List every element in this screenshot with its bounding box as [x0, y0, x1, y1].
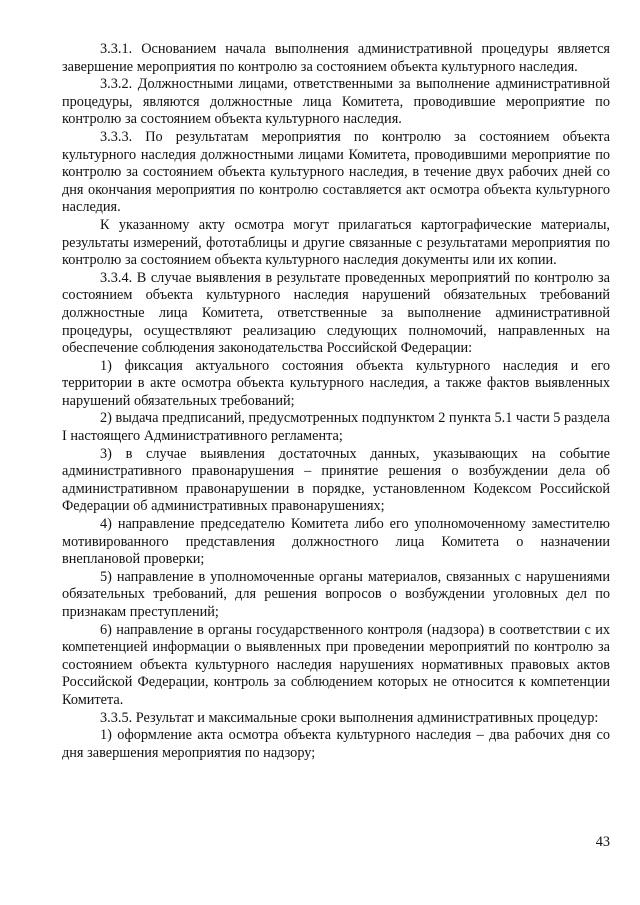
paragraph-3-3-4: 3.3.4. В случае выявления в результате проведенных мероприятий по контролю за состоянием объекта культурного наследия нарушений обязательных требований должностные лица Комитета, ответственные за выполнение административной процедуры, осуществляют реализацию следующих полномочий, направленных на обеспечение соблюдения законодательства Российской Федерации: [62, 269, 610, 357]
list-item-6: 6) направление в органы государственного контроля (надзора) в соответствии с их компетенцией информации о выявленных при проведении мероприятий по контролю за состоянием объекта культурного наследия нарушениях нормативных правовых актов Российской Федерации, контроль за соблюдением которых не относится к компетенции Комитета. [62, 621, 610, 708]
result-item-1: 1) оформление акта осмотра объекта культурного наследия – два рабочих дня со дня завершения мероприятия по надзору; [62, 727, 610, 761]
paragraph-3-3-5: 3.3.5. Результат и максимальные сроки выполнения административных процедур: [100, 709, 599, 726]
paragraph-3-3-3: 3.3.3. По результатам мероприятия по контролю за состоянием объекта культурного наследия должностными лицами Комитета, проводившими мероприятие по контролю за состоянием объекта культурного наследия, в течение двух рабочих дней со дня окончания мероприятия по контролю составляется акт осмотра объекта культурного наследия. [62, 128, 610, 216]
list-item-4: 4) направление председателю Комитета либо его уполномоченному заместителю мотивированного представления должностного лица Комитета о назначении внеплановой проверки; [62, 516, 610, 568]
paragraph-3-3-1: 3.3.1. Основанием начала выполнения административной процедуры является завершение мероприятия по контролю за состоянием объекта культурного наследия. [62, 41, 610, 75]
list-item-2: 2) выдача предписаний, предусмотренных подпунктом 2 пункта 5.1 части 5 раздела I настоящего Административного регламента; [62, 410, 610, 445]
page-number: 43 [595, 834, 610, 850]
list-item-5: 5) направление в уполномоченные органы материалов, связанных с нарушениями обязательных требований, для решения вопросов о возбуждении уголовных дел по признакам преступлений; [62, 568, 610, 620]
paragraph-act-attachments: К указанному акту осмотра могут прилагаться картографические материалы, результаты измерений, фототаблицы и другие связанные с результатами мероприятия по контролю за состоянием объекта культурного наследия документы или их копии. [62, 216, 610, 269]
document-body [62, 41, 610, 762]
paragraph-3-3-2: 3.3.2. Должностными лицами, ответственными за выполнение административной процедуры, являются должностные лица Комитета, проводившие мероприятие по контролю за состоянием объекта культурного наследия. [62, 76, 610, 128]
list-item-3: 3) в случае выявления достаточных данных, указывающих на событие административного правонарушения – принятие решения о возбуждении дела об административном правонарушении в порядке, установленном Кодексом Российской Федерации об административных правонарушениях; [62, 445, 610, 515]
list-item-1: 1) фиксация актуального состояния объекта культурного наследия и его территории в акте осмотра объекта культурного наследия, а также фактов выявленных нарушений обязательных требований; [62, 357, 610, 409]
